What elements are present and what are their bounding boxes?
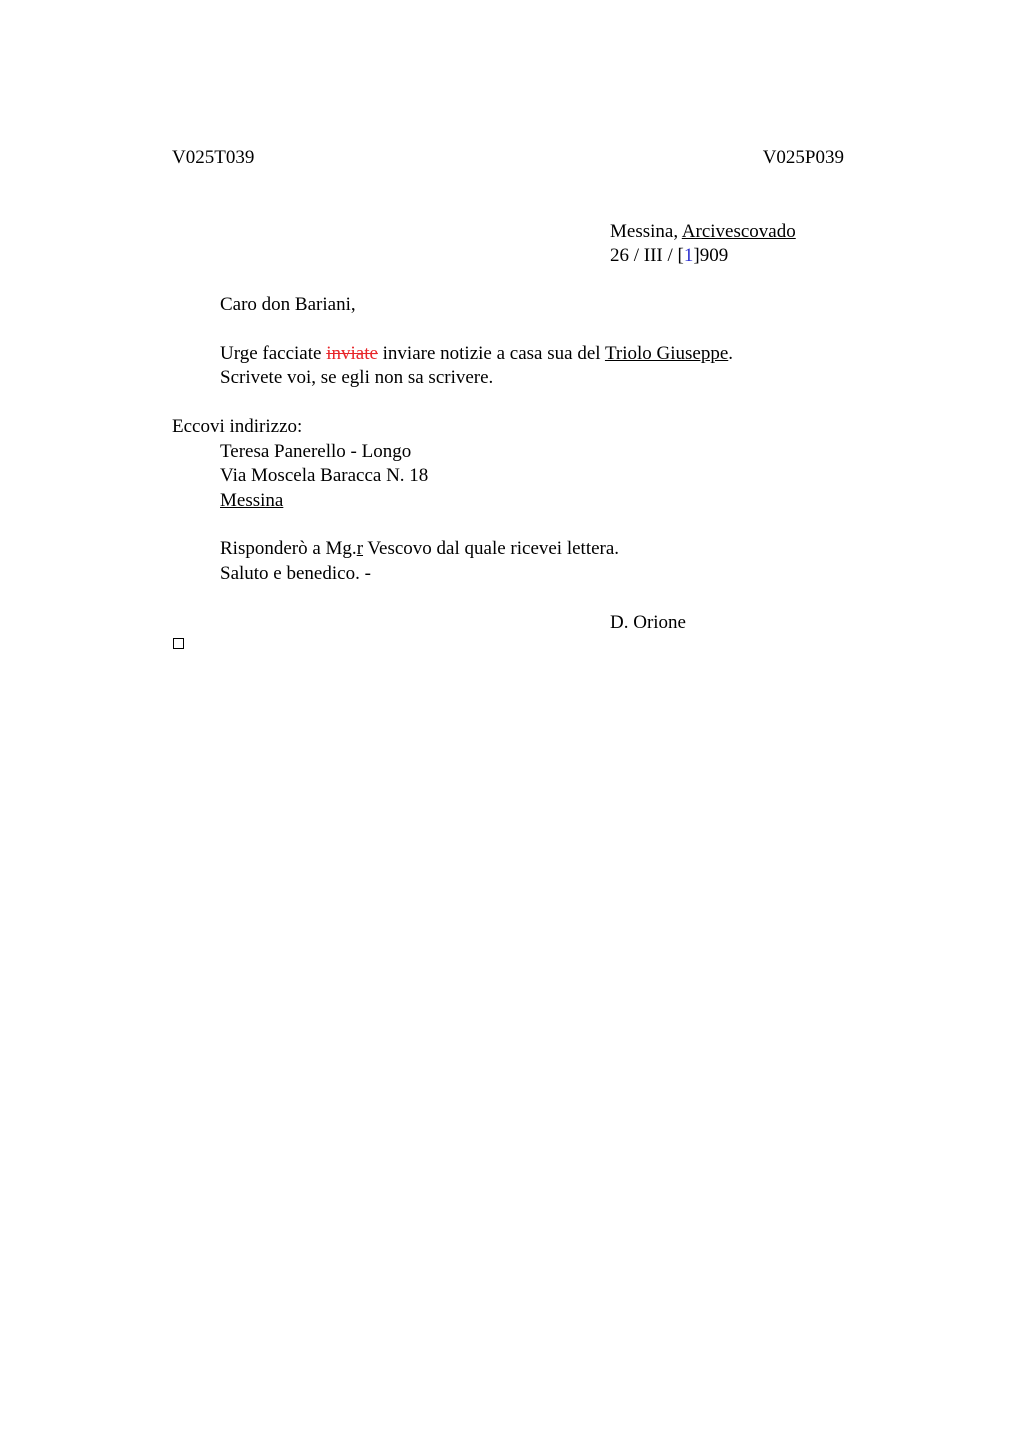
document-code-right: V025P039: [762, 147, 844, 168]
body-text-b: inviare notizie a casa sua del: [377, 343, 605, 364]
closing-line-1: [220, 537, 619, 561]
place-city: Messina,: [610, 221, 682, 242]
signature: D. Orione: [610, 612, 686, 633]
closing-text-a: Risponderò a Mg.: [220, 538, 357, 559]
body-line-1: [220, 342, 733, 366]
date-inserted-digit: 1: [683, 245, 694, 266]
address-street: Via Moscela Baracca N. 18: [220, 465, 429, 486]
place-line: [610, 220, 796, 244]
body-text-end: .: [728, 343, 734, 364]
deleted-word: inviate: [326, 343, 378, 364]
address-name: Teresa Panerello - Longo: [220, 441, 412, 462]
salutation: Caro don Bariani,: [220, 294, 356, 315]
closing-line-2: Saluto e benedico. -: [220, 563, 371, 584]
body-text-a: Urge facciate: [220, 343, 327, 364]
address-city: Messina: [220, 490, 284, 511]
address-intro: Eccovi indirizzo:: [172, 416, 303, 437]
person-name: Triolo Giuseppe: [604, 343, 729, 364]
closing-text-b: Vescovo dal quale ricevei lettera.: [363, 538, 620, 559]
place-name: Arcivescovado: [681, 221, 796, 242]
body-line-2: Scrivete voi, se egli non sa scrivere.: [220, 367, 494, 388]
closing-abbrev-r: r: [356, 538, 364, 559]
date-line: [610, 244, 728, 268]
document-code-left: V025T039: [172, 147, 255, 168]
square-outline-icon: [173, 638, 184, 649]
date-suffix: ]909: [693, 245, 729, 266]
date-prefix: 26 / III / [: [610, 245, 684, 266]
